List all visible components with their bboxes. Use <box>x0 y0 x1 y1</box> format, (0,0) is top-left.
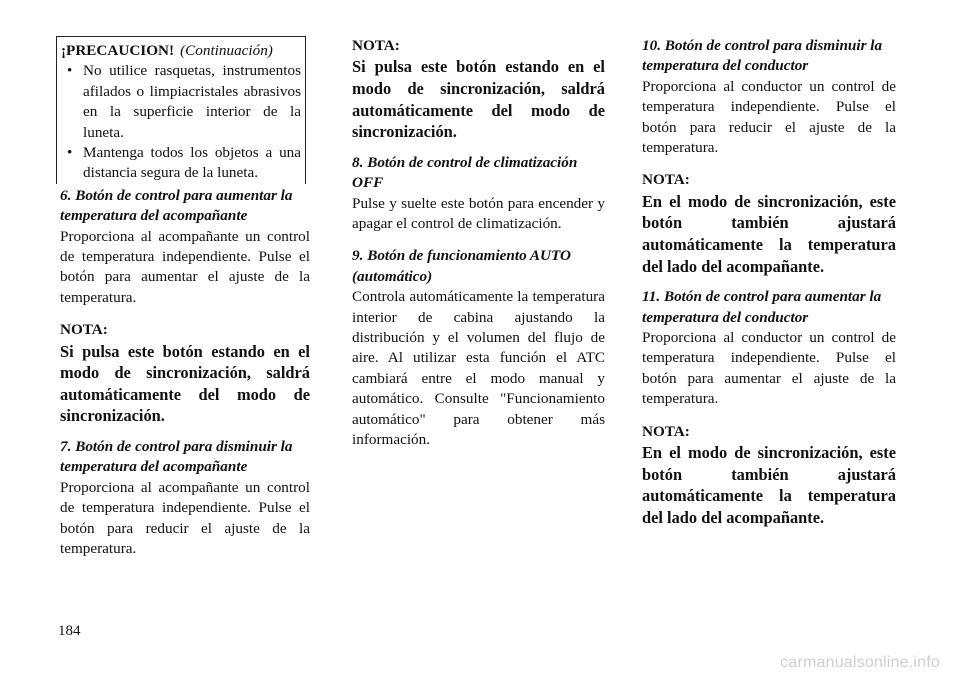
section-6-nota-text: Si pulsa este botón estando en el modo de sincronización, saldrá automáticamente del modo de sincronización. <box>60 341 310 426</box>
column-middle <box>352 36 605 462</box>
section-10-nota-text: En el modo de sincronización, este botón también ajustará automáticamente la temperatura del lado del acompañante. <box>642 191 896 276</box>
section-11-body: Proporciona al conductor un control de temperatura independiente. Pulse el botón para aumentar el ajuste de la temperatura. <box>642 329 896 408</box>
section-11-heading: 11. Botón de control para aumentar la temperatura del conductor <box>642 288 882 326</box>
caution-continuation: (Continuación) <box>180 42 273 59</box>
section-10-heading: 10. Botón de control para disminuir la temperatura del conductor <box>642 37 883 75</box>
section-7-body: Proporciona al acompañante un control de temperatura independiente. Pulse el botón para reducir el ajuste de la temperatura. <box>60 478 310 558</box>
section-11-nota-text: En el modo de sincronización, este botón también ajustará automáticamente la temperatura del lado del acompañante. <box>642 443 896 527</box>
section-8-heading: 8. Botón de control de climatización OFF <box>352 153 578 192</box>
section-11-nota-label: NOTA: <box>642 422 690 440</box>
section-8-body: Pulse y suelte este botón para encender y apagar el control de climatización. <box>352 194 605 232</box>
section-6-body: Proporciona al acompañante un control de temperatura independiente. Pulse el botón para aumentar el ajuste de la temperatura. <box>60 227 310 306</box>
section-7-heading: 7. Botón de control para disminuir la temperatura del acompañante <box>60 438 293 476</box>
section-6-heading: 6. Botón de control para aumentar la temperatura del acompañante <box>60 186 293 225</box>
section-6-nota-label: NOTA: <box>60 321 108 339</box>
caution-bullet-item <box>61 61 301 143</box>
caution-box <box>56 36 306 184</box>
watermark: carmanualsonline.info <box>780 654 940 671</box>
column-right <box>642 36 896 538</box>
caution-bullet-item <box>61 143 301 184</box>
caution-bullet-text: Mantenga todos los objetos a una distancia segura de la luneta. <box>83 144 301 182</box>
section-10-body: Proporciona al conductor un control de temperatura independiente. Pulse el botón para reducir el ajuste de la temperatura. <box>642 77 896 157</box>
section-7-nota-label: NOTA: <box>352 37 400 54</box>
bullet-icon: • <box>67 144 73 162</box>
section-7-nota-text: Si pulsa este botón estando en el modo de sincronización, saldrá automáticamente del modo de sincronización. <box>352 57 605 142</box>
page-number: 184 <box>58 623 81 639</box>
section-9-body: Controla automáticamente la temperatura interior de cabina ajustando la distribución y el volumen del flujo de aire. Al utilizar esta función el ATC cambiará entre el modo manual y automático. Consulte "Funcionamiento automático" para obtener más información. <box>352 288 605 449</box>
caution-bullet-text: No utilice rasquetas, instrumentos afilados o limpiacristales abrasivos en la superficie interior de la luneta. <box>83 62 301 141</box>
column-left <box>60 36 310 572</box>
section-10-nota-label: NOTA: <box>642 171 690 189</box>
caution-title-text: ¡PRECAUCION! <box>61 42 175 59</box>
section-9-heading: 9. Botón de funcionamiento AUTO (automático) <box>352 247 571 285</box>
bullet-icon: • <box>67 62 73 80</box>
caution-list <box>61 61 301 183</box>
caution-title <box>61 41 301 61</box>
